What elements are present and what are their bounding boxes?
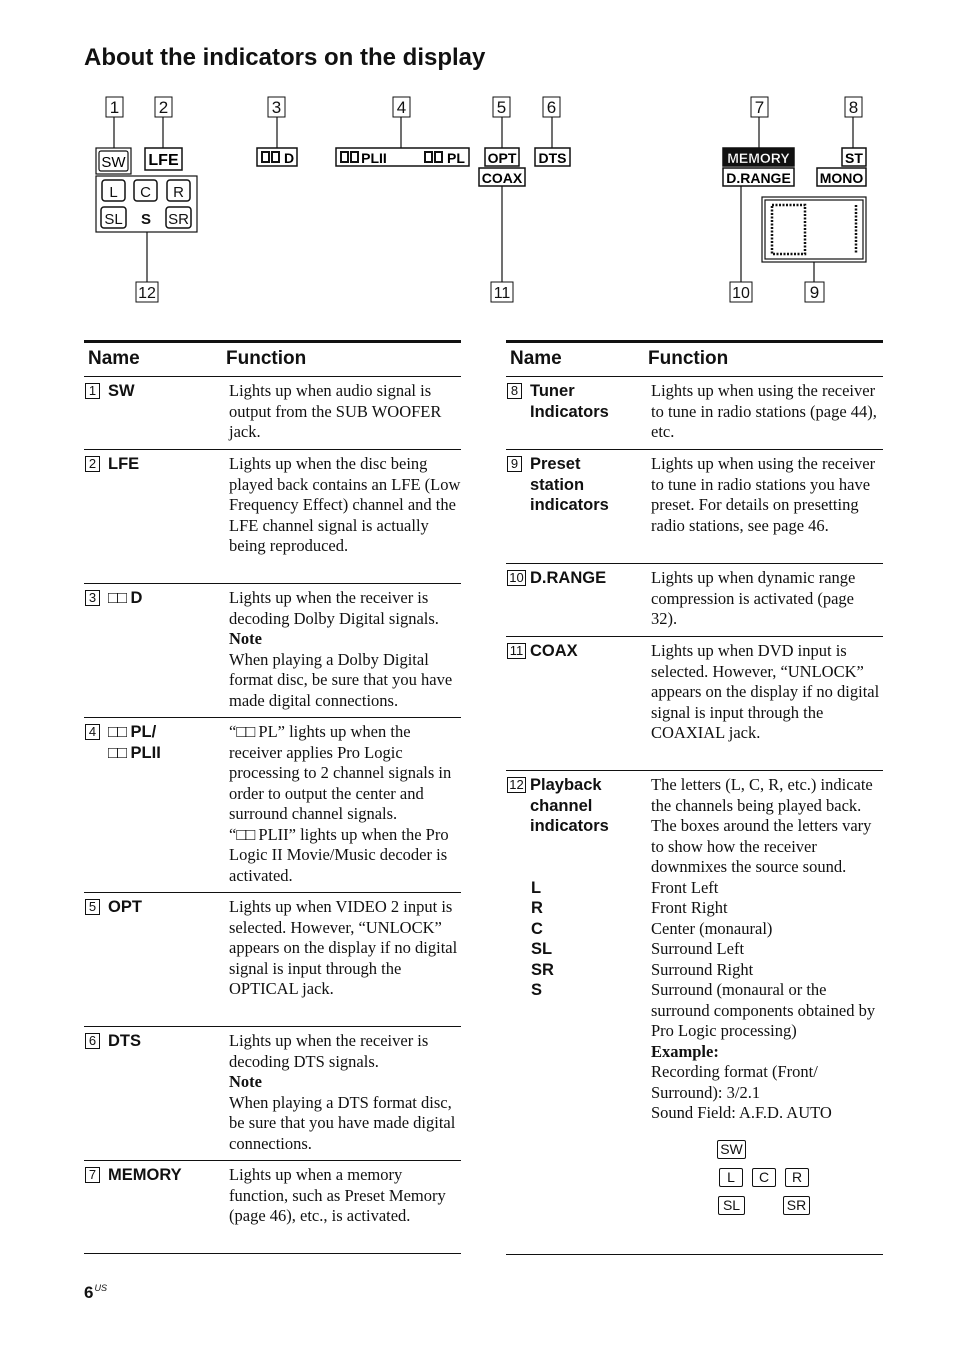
callout-5: 5 <box>496 98 507 117</box>
page-number: $6^{US}$ <box>84 1283 107 1302</box>
channel-list <box>506 878 883 1042</box>
channel-item: L Front Left <box>531 877 719 897</box>
example-sw-box: SW <box>717 1140 746 1159</box>
row-tuner: 8 Tuner Indicators Lights up when using the receiver to tune in radio stations (page 44), etc. <box>506 377 883 450</box>
row-sw: 1 SW Lights up when audio signal is output from the SUB WOOFER jack. <box>84 377 461 450</box>
dolby-icon: □□ <box>236 825 255 844</box>
callout-12: 12 <box>138 285 156 302</box>
page-heading: About the indicators on the display <box>84 44 486 71</box>
row-coax: 11 COAX Lights up when DVD input is selected. However, “UNLOCK” appears on the display if no digital signal is input through the COAXIAL jack. <box>506 637 883 771</box>
callout-11: 11 <box>493 285 511 302</box>
callout-2: 2 <box>158 98 169 117</box>
row-lfe: 2 LFE Lights up when the disc being played back contains an LFE (Low Frequency Effect) channel and the LFE channel signal is actually being reproduced. <box>84 450 461 584</box>
dolby-icon: □□ <box>108 743 126 762</box>
callout-7: 7 <box>754 98 765 117</box>
callout-9: 9 <box>809 283 820 302</box>
svg-text:LFE: LFE <box>148 152 179 169</box>
callout-6: 6 <box>546 98 557 117</box>
svg-text:SW: SW <box>101 154 126 171</box>
dts-indicator <box>535 148 570 166</box>
right-table <box>506 340 883 1255</box>
row-memory: 7 MEMORY Lights up when a memory function, such as Preset Memory (page 46), etc., is activated. <box>84 1161 461 1254</box>
svg-text:R: R <box>173 184 184 201</box>
memory-drange-indicator <box>723 148 794 186</box>
svg-text:ST: ST <box>845 150 863 166</box>
left-table-header: Name Function <box>84 340 461 377</box>
row-playback-channels: 12 Playback channel indicators The letters (L, C, R, etc.) indicate the channels being played back. The boxes around the letters vary to show how the receiver downmixes the source sound. L Front Left R Front Right C Center (monaural) SL Surround Left SR Surround Right S Surround (monaural or the surround components obtained by Pro Logic processing) Example: Recording format (Front/ Surround): 3/2.1 Sound Field: A.F.D. AUTO SW L C R SL SR <box>506 771 883 1255</box>
callout-4: 4 <box>396 98 407 117</box>
svg-text:SL: SL <box>104 211 123 228</box>
svg-text:MONO: MONO <box>819 170 864 186</box>
dolby-icon: □□ <box>236 723 255 741</box>
callout-3: 3 <box>271 98 282 117</box>
svg-text:PLII: PLII <box>361 150 387 166</box>
channel-item: SL Surround Left <box>531 939 745 958</box>
svg-text:D.RANGE: D.RANGE <box>726 170 791 186</box>
row-pro-logic: 4 □□ PL/ □□ PLII “□□ PL” lights up when the receiver applies Pro Logic processing to 2 channel signals in order to output the center and surround channel signals. “□□ PLII” lights up when the Pro Logic II Movie/Music decoder is activated. <box>84 718 461 893</box>
opt-coax-indicator <box>479 148 525 186</box>
svg-text:COAX: COAX <box>481 170 523 186</box>
dolby-digital-indicator <box>257 148 297 166</box>
preset-station-readout <box>762 197 866 262</box>
svg-text:PL: PL <box>447 150 465 166</box>
dolby-icon: □□ <box>108 723 126 741</box>
svg-text:MEMORY: MEMORY <box>727 150 790 166</box>
svg-text:L: L <box>109 184 118 201</box>
svg-text:SR: SR <box>168 211 189 228</box>
row-opt: 5 OPT Lights up when VIDEO 2 input is selected. However, “UNLOCK” appears on the display if no digital signal is input through the OPTICAL jack. <box>84 893 461 1027</box>
example-r-box: R <box>785 1168 809 1187</box>
svg-text:01: 01 <box>813 240 815 241</box>
channel-item: C Center (monaural) <box>531 918 773 938</box>
svg-text:D: D <box>283 150 295 166</box>
callout-1: 1 <box>109 98 120 117</box>
example-sl-box: SL <box>718 1196 745 1215</box>
channel-item: SR Surround Right <box>531 959 754 979</box>
st-mono-indicator <box>817 148 866 186</box>
channel-item: R Front Right <box>531 898 728 917</box>
left-table <box>84 340 461 1254</box>
channel-item: S Surround (monaural or the surround components obtained by Pro Logic processing) <box>531 980 876 1040</box>
row-preset: 9 Preset station indicators Lights up when using the receiver to tune in radio stations you have preset. For details on presetting radio stations, see page 46. <box>506 450 883 564</box>
svg-text:OPT: OPT <box>487 150 517 166</box>
svg-text:C: C <box>140 184 151 201</box>
svg-text:S: S <box>140 211 152 228</box>
dolby-icon: □□ <box>108 589 126 607</box>
example-channel-boxes <box>506 1136 883 1224</box>
channel-indicator-block <box>96 176 197 232</box>
lfe-indicator <box>145 148 182 170</box>
display-diagram <box>0 0 954 320</box>
callout-numbers <box>106 97 862 302</box>
sw-indicator <box>96 148 131 174</box>
right-table-header: Name Function <box>506 340 883 377</box>
example-sr-box: SR <box>783 1196 810 1215</box>
callout-10: 10 <box>732 285 750 302</box>
callout-8: 8 <box>848 98 859 117</box>
row-dolby-d: 3 □□ D Lights up when the receiver is decoding Dolby Digital signals. Note When playing a Dolby Digital format disc, be sure that you have made digital connections. <box>84 584 461 718</box>
row-drange: 10 D.RANGE Lights up when dynamic range compression is activated (page 32). <box>506 564 883 637</box>
example-l-box: L <box>719 1168 743 1187</box>
example-c-box: C <box>752 1168 776 1187</box>
pro-logic-indicator <box>336 148 469 166</box>
svg-text:DTS: DTS <box>538 150 567 166</box>
row-dts: 6 DTS Lights up when the receiver is decoding DTS signals. Note When playing a DTS format disc, be sure that you have made digital connections. <box>84 1027 461 1161</box>
